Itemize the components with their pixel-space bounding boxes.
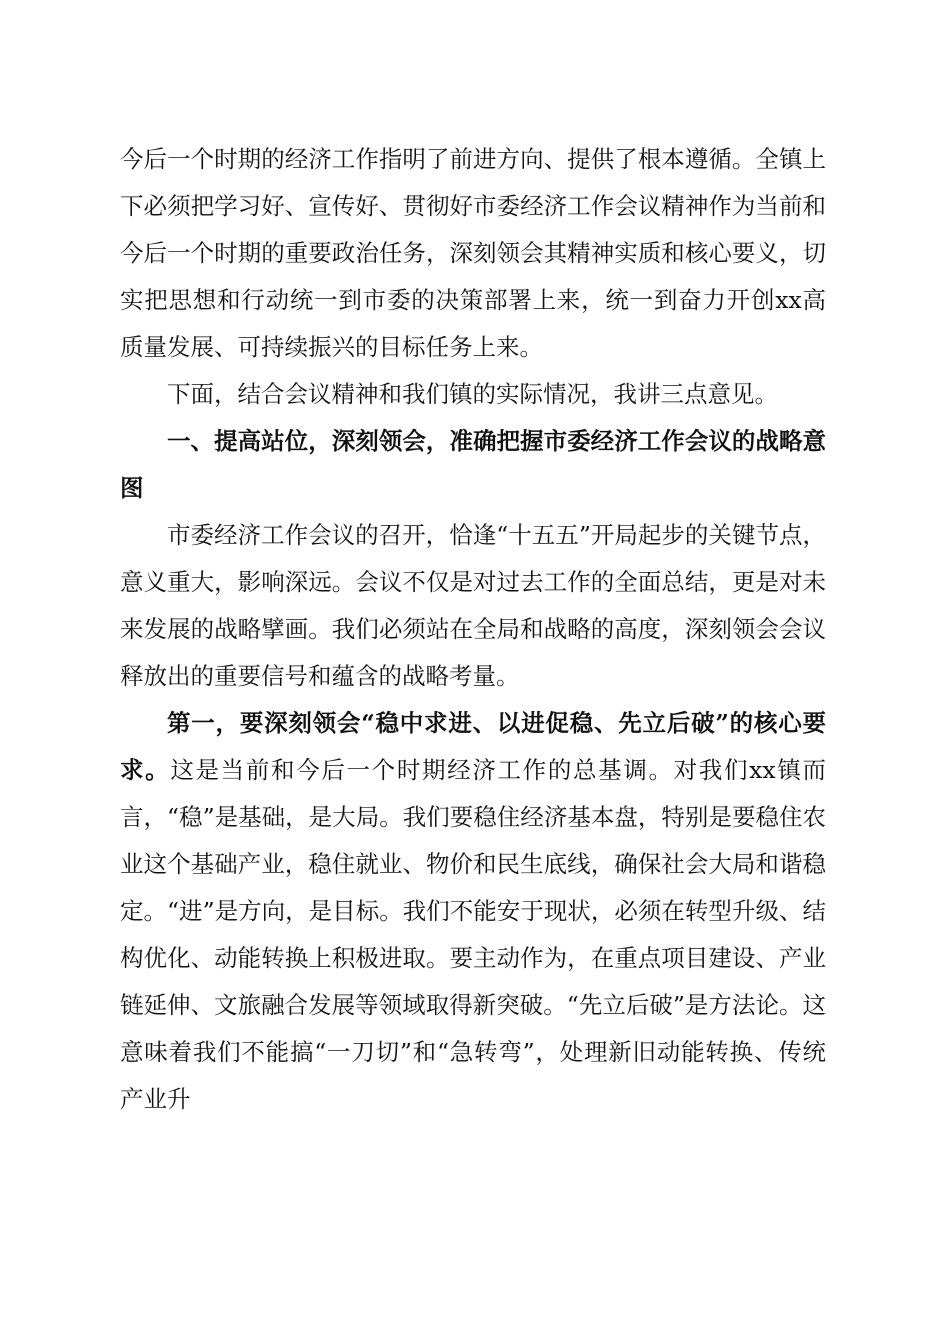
paragraph-continuation: 今后一个时期的经济工作指明了前进方向、提供了根本遵循。全镇上下必须把学习好、宣传好、贯彻好市委经济工作会议精神作为当前和今后一个时期的重要政治任务，深刻领会其精神实质和核心要义，切实把思想和行动统一到市委的决策部署上来，统一到奋力开创xx高质量发展、可持续振兴的目标任务上来。 — [120, 145, 826, 361]
document-body — [120, 136, 826, 1123]
point-1-body: 这是当前和今后一个时期经济工作的总基调。对我们xx镇而言，“稳”是基础，是大局。我们要稳住经济基本盘，特别是要稳住农业这个基础产业，稳住就业、物价和民生底线，确保社会大局和谐稳定。“进”是方向，是目标。我们不能安于现状，必须在转型升级、结构优化、动能转换上积极进取。要主动作为，在重点项目建设、产业链延伸、文旅融合发展等领域取得新突破。“先立后破”是方法论。这意味着我们不能搞“一刀切”和“急转弯”，处理新旧动能转换、传统产业升 — [120, 756, 827, 1113]
paragraph-section-1-body: 市委经济工作会议的召开，恰逢“十五五”开局起步的关键节点，意义重大，影响深远。会议不仅是对过去工作的全面总结，更是对未来发展的战略擘画。我们必须站在全局和战略的高度，深刻领会会议释放出的重要信号和蕴含的战略考量。 — [120, 521, 826, 690]
paragraph-point-1 — [120, 700, 826, 1123]
paragraph-intro: 下面，结合会议精神和我们镇的实际情况，我讲三点意见。 — [167, 380, 778, 408]
point-1-lead: 第一，要深刻领会“稳中求进、以进促稳、先立后破”的核心要求。 — [120, 709, 826, 784]
section-heading-1: 一、提高站位，深刻领会，准确把握市委经济工作会议的战略意图 — [120, 427, 826, 502]
